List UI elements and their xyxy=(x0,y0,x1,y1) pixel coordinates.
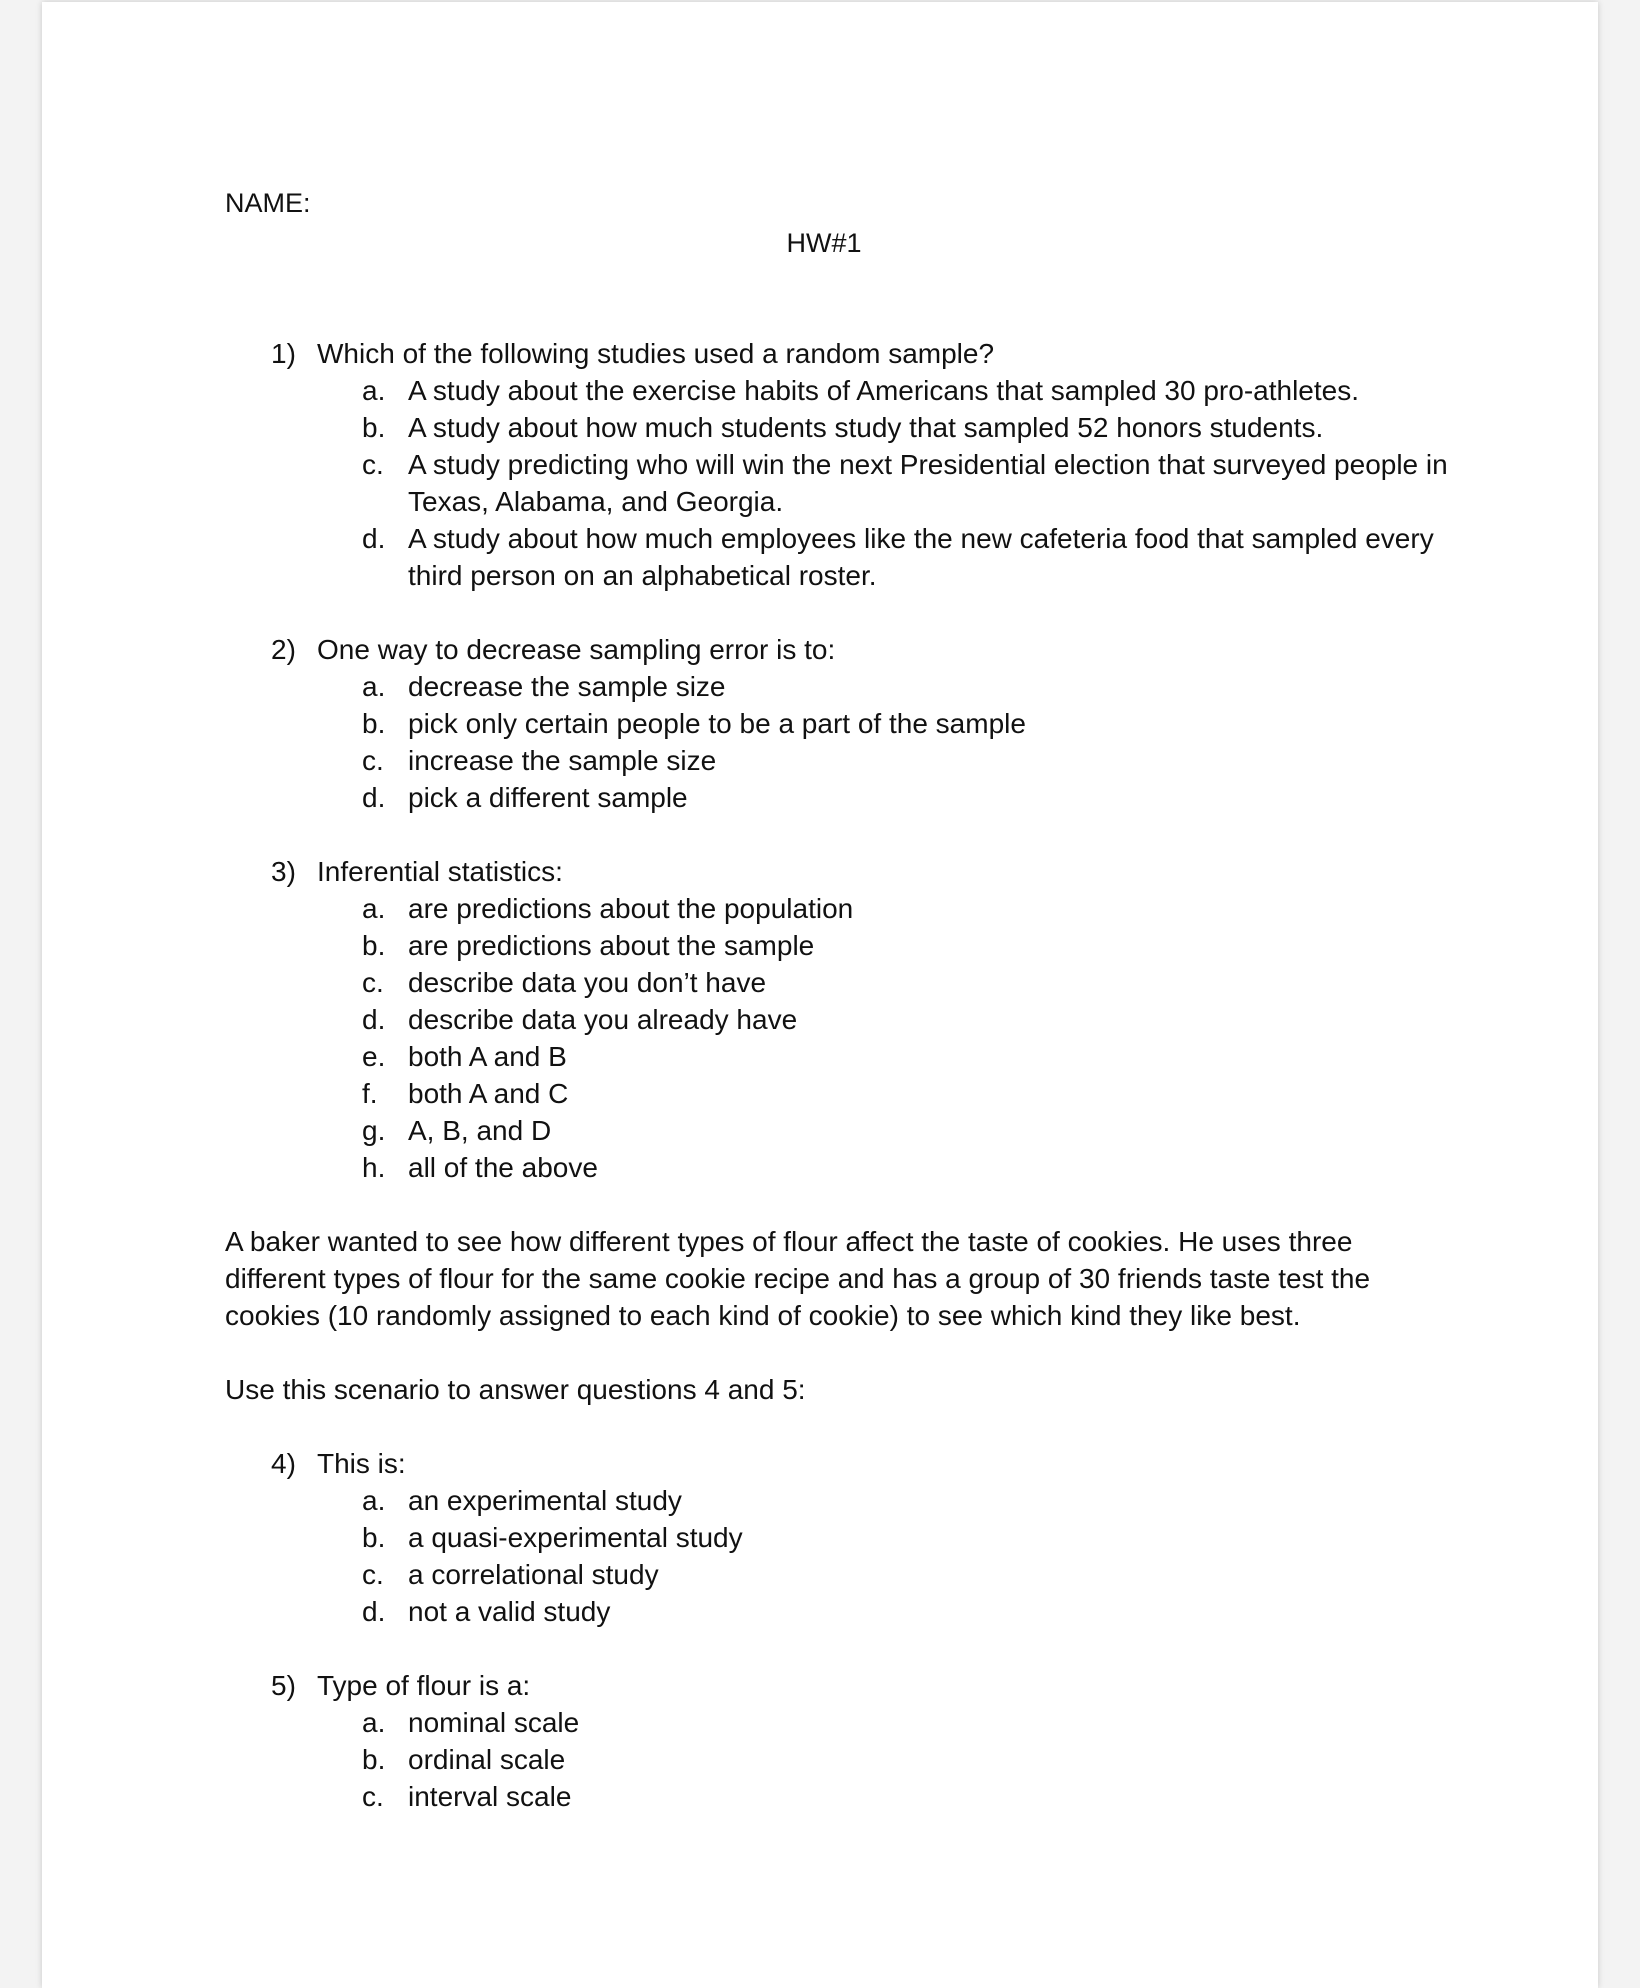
answer-option xyxy=(362,927,1455,964)
answer-option xyxy=(362,1519,1455,1556)
answer-option xyxy=(362,1149,1455,1186)
option-text: A, B, and D xyxy=(408,1115,552,1146)
scenario-paragraph: A baker wanted to see how different types of flour affect the taste of cookies. He uses three different types of flour for the same cookie recipe and has a group of 30 friends taste test the cookies (10 randomly assigned to each kind of cookie) to see which kind they like best. xyxy=(225,1226,1371,1331)
answer-option xyxy=(362,779,1455,816)
option-text: a correlational study xyxy=(408,1559,659,1590)
option-letter: a. xyxy=(362,1485,386,1516)
question-number: 4) xyxy=(271,1448,296,1479)
question-number: 2) xyxy=(271,634,296,665)
option-text: ordinal scale xyxy=(408,1744,566,1775)
question-number: 5) xyxy=(271,1670,296,1701)
answer-option xyxy=(362,1038,1455,1075)
question-text: Type of flour is a: xyxy=(317,1670,531,1701)
option-letter: c. xyxy=(362,745,384,776)
option-letter: b. xyxy=(362,930,386,961)
answer-option xyxy=(362,705,1455,742)
answer-option xyxy=(362,1112,1455,1149)
document-page xyxy=(42,2,1598,1988)
option-letter: c. xyxy=(362,449,384,480)
answer-option xyxy=(362,1778,1455,1815)
option-letter: b. xyxy=(362,1744,386,1775)
option-text: A study about how much students study that sampled 52 honors students. xyxy=(408,412,1324,443)
option-letter: e. xyxy=(362,1041,386,1072)
question-text: Which of the following studies used a random sample? xyxy=(317,338,995,369)
question-text: One way to decrease sampling error is to: xyxy=(317,634,836,665)
answer-option xyxy=(362,1593,1455,1630)
option-letter: b. xyxy=(362,1522,386,1553)
option-text: are predictions about the sample xyxy=(408,930,815,961)
question-3 xyxy=(225,853,1455,1186)
question-text: Inferential statistics: xyxy=(317,856,563,887)
option-text: interval scale xyxy=(408,1781,572,1812)
option-text: all of the above xyxy=(408,1152,598,1183)
option-letter: d. xyxy=(362,523,386,554)
question-4 xyxy=(225,1445,1455,1630)
question-1 xyxy=(225,335,1455,594)
option-text: increase the sample size xyxy=(408,745,717,776)
option-letter: b. xyxy=(362,708,386,739)
answer-options xyxy=(225,372,1455,594)
scenario-instruction: Use this scenario to answer questions 4 and 5: xyxy=(225,1374,806,1405)
name-label: NAME: xyxy=(225,188,311,218)
question-stem xyxy=(271,335,1455,372)
question-text: This is: xyxy=(317,1448,406,1479)
answer-option xyxy=(362,964,1455,1001)
answer-option xyxy=(362,668,1455,705)
answer-option xyxy=(362,1075,1455,1112)
answer-option xyxy=(362,1556,1455,1593)
question-stem xyxy=(271,1445,1455,1482)
option-text: A study about how much employees like the new cafeteria food that sampled every third person on an alphabetical roster. xyxy=(408,523,1434,591)
option-letter: d. xyxy=(362,782,386,813)
option-letter: d. xyxy=(362,1004,386,1035)
option-text: nominal scale xyxy=(408,1707,580,1738)
answer-option xyxy=(362,1001,1455,1038)
option-text: A study about the exercise habits of Americans that sampled 30 pro-athletes. xyxy=(408,375,1359,406)
answer-option xyxy=(362,890,1455,927)
answer-options xyxy=(225,890,1455,1186)
option-text: both A and C xyxy=(408,1078,569,1109)
option-letter: c. xyxy=(362,1781,384,1812)
option-letter: c. xyxy=(362,967,384,998)
option-text: are predictions about the population xyxy=(408,893,854,924)
option-text: both A and B xyxy=(408,1041,567,1072)
option-letter: a. xyxy=(362,375,386,406)
question-stem xyxy=(271,1667,1455,1704)
option-letter: b. xyxy=(362,412,386,443)
option-letter: a. xyxy=(362,893,386,924)
question-5 xyxy=(225,1667,1455,1815)
answer-option xyxy=(362,520,1455,594)
option-letter: h. xyxy=(362,1152,386,1183)
answer-options xyxy=(225,1482,1455,1630)
option-letter: a. xyxy=(362,1707,386,1738)
answer-option xyxy=(362,1482,1455,1519)
document-title: HW#1 xyxy=(786,228,862,258)
option-letter: f. xyxy=(362,1078,378,1109)
option-text: A study predicting who will win the next Presidential election that surveyed people in Texas, Alabama, and Georgia. xyxy=(408,449,1448,517)
question-stem xyxy=(271,853,1455,890)
option-text: describe data you don’t have xyxy=(408,967,767,998)
option-text: decrease the sample size xyxy=(408,671,726,702)
answer-options xyxy=(225,1704,1455,1815)
option-letter: a. xyxy=(362,671,386,702)
answer-option xyxy=(362,742,1455,779)
option-text: describe data you already have xyxy=(408,1004,798,1035)
answer-option xyxy=(362,372,1455,409)
answer-option xyxy=(362,409,1455,446)
question-2 xyxy=(225,631,1455,816)
option-letter: g. xyxy=(362,1115,386,1146)
option-letter: d. xyxy=(362,1596,386,1627)
option-text: an experimental study xyxy=(408,1485,682,1516)
option-text: not a valid study xyxy=(408,1596,611,1627)
answer-option xyxy=(362,1704,1455,1741)
question-number: 3) xyxy=(271,856,296,887)
question-stem xyxy=(271,631,1455,668)
option-text: pick only certain people to be a part of the sample xyxy=(408,708,1026,739)
option-text: pick a different sample xyxy=(408,782,688,813)
document-body xyxy=(225,335,1455,1815)
question-number: 1) xyxy=(271,338,296,369)
option-letter: c. xyxy=(362,1559,384,1590)
answer-option xyxy=(362,1741,1455,1778)
option-text: a quasi-experimental study xyxy=(408,1522,743,1553)
answer-options xyxy=(225,668,1455,816)
answer-option xyxy=(362,446,1455,520)
